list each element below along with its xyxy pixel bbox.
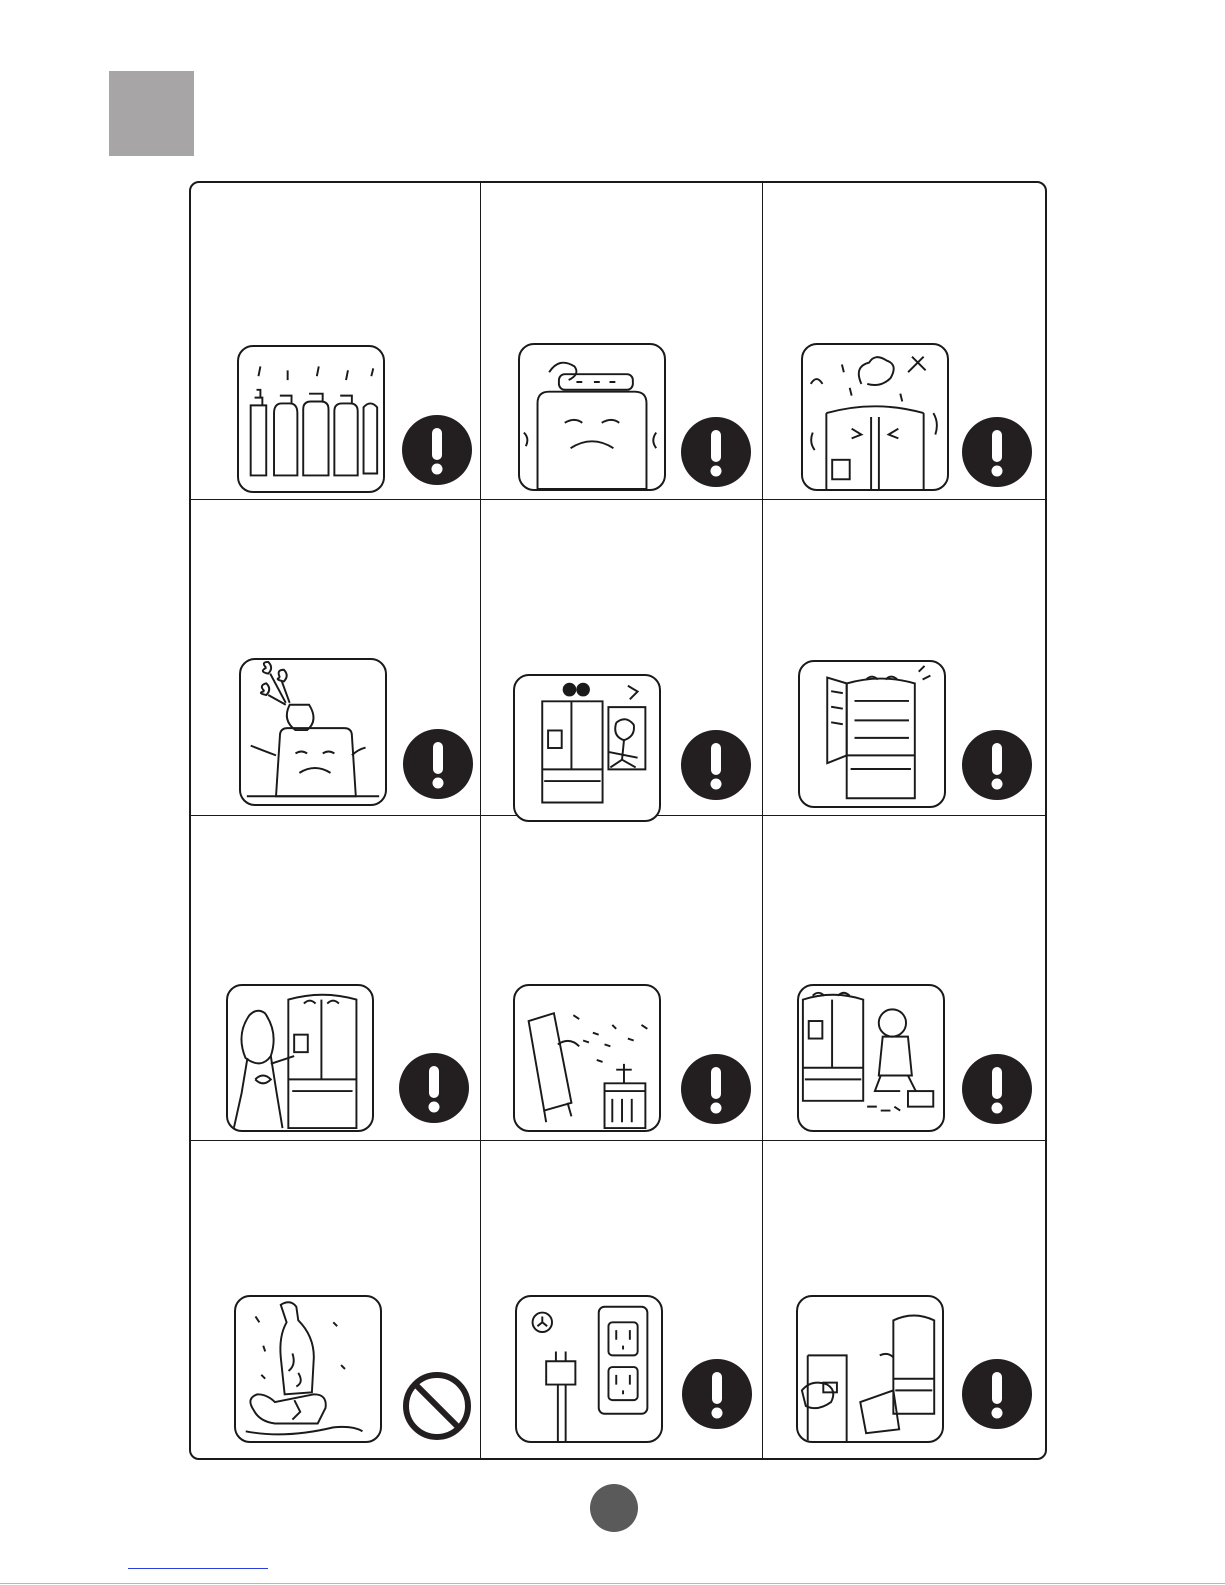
panel-8 (481, 816, 763, 1141)
exclamation-icon (681, 1054, 751, 1124)
section-marker (109, 71, 194, 156)
exclamation-icon (962, 417, 1032, 487)
panel-2 (481, 183, 763, 500)
exclamation-icon (962, 730, 1032, 800)
panel-12 (763, 1141, 1045, 1458)
unplug-before-service-icon (796, 1295, 944, 1443)
page-number-dot (590, 1484, 638, 1532)
footer-rule (0, 1583, 1225, 1584)
panel-3 (763, 183, 1045, 500)
plug-and-outlet-icon (515, 1295, 663, 1443)
exclamation-icon (681, 417, 751, 487)
safety-panel-grid (189, 181, 1047, 1460)
door-open-icon (798, 660, 946, 808)
vase-on-top-icon (239, 658, 387, 806)
woman-with-fridge-icon (226, 984, 374, 1132)
panel-5 (481, 500, 763, 816)
exclamation-icon (402, 415, 472, 485)
panel-1 (191, 183, 481, 500)
panel-6 (763, 500, 1045, 816)
items-on-top-icon (518, 343, 666, 491)
child-disassembling-icon (797, 984, 945, 1132)
exclamation-icon (399, 1053, 469, 1123)
exclamation-icon (962, 1359, 1032, 1429)
panel-9 (763, 816, 1045, 1141)
water-spray-icon (513, 984, 661, 1132)
exclamation-icon (682, 1359, 752, 1429)
exclamation-icon (403, 729, 473, 799)
broken-bottle-icon (234, 1295, 382, 1443)
fire-hazard-icon (801, 343, 949, 491)
panel-4 (191, 500, 481, 816)
panel-11 (481, 1141, 763, 1458)
exclamation-icon (962, 1054, 1032, 1124)
bottles-icon (237, 345, 385, 493)
panel-10 (191, 1141, 481, 1458)
prohibited-icon (402, 1371, 472, 1441)
panel-7 (191, 816, 481, 1141)
exclamation-icon (681, 730, 751, 800)
child-climbing-icon (513, 674, 661, 822)
footer-link-underline[interactable] (128, 1568, 268, 1569)
